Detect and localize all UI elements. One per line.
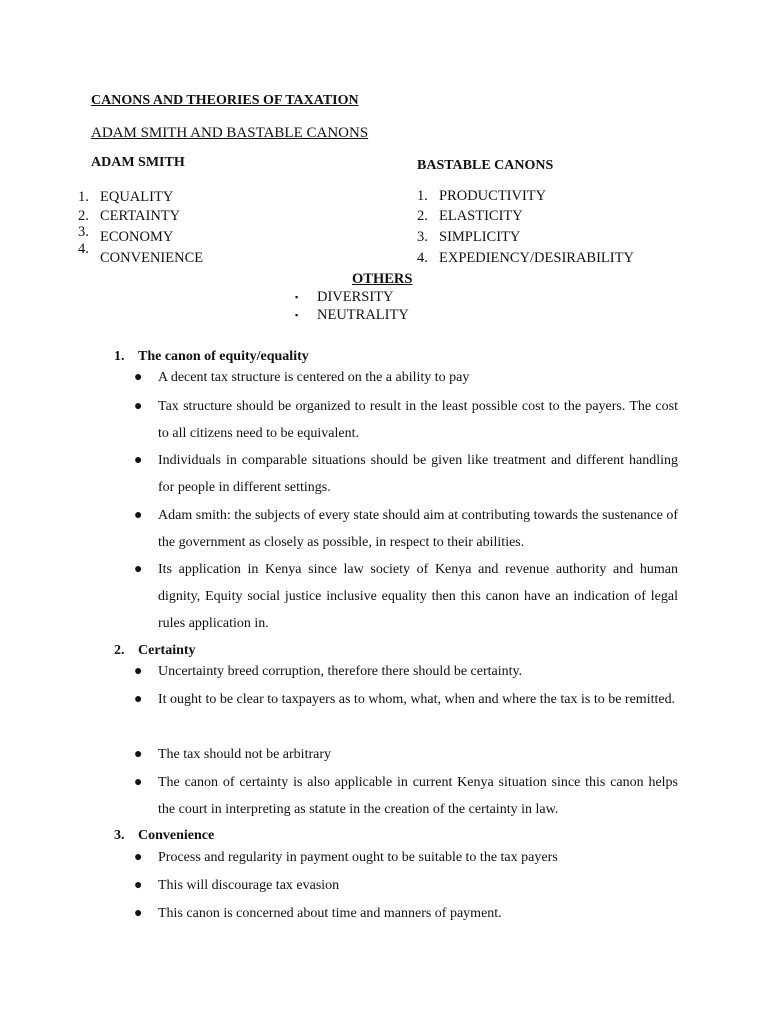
others-heading: OTHERS — [352, 271, 413, 287]
bullet-text: Individuals in comparable situations should be given like treatment and different handling for people in different settings. — [158, 453, 678, 495]
list-item-label: CONVENIENCE — [100, 250, 204, 266]
section-heading — [114, 643, 196, 659]
section-number: 2. — [114, 643, 125, 658]
list-item-label: SIMPLICITY — [439, 229, 521, 245]
bullet-icon: ● — [134, 878, 143, 893]
bullet-text: The tax should not be arbitrary — [158, 747, 332, 762]
list-number: 3. — [78, 224, 89, 240]
bullet-icon: ● — [134, 562, 143, 577]
list-item — [134, 686, 678, 713]
list-number: 1. — [417, 188, 428, 204]
bullet-icon: ● — [134, 370, 143, 385]
list-item — [134, 741, 678, 768]
bullet-icon: ● — [134, 508, 143, 523]
bullet-icon: ● — [134, 399, 143, 414]
list-item-label: EQUALITY — [100, 189, 174, 205]
others-item-label: DIVERSITY — [317, 289, 394, 305]
bastable-heading: BASTABLE CANONS — [417, 158, 554, 173]
adam-smith-heading: ADAM SMITH — [91, 155, 185, 170]
bullet-icon: ▪ — [295, 310, 299, 320]
list-item-label: PRODUCTIVITY — [439, 188, 547, 204]
bullet-text: A decent tax structure is centered on the a ability to pay — [158, 370, 470, 385]
list-item — [134, 844, 678, 871]
document-title: CANONS AND THEORIES OF TAXATION — [91, 93, 359, 108]
list-number: 2. — [417, 208, 428, 224]
bullet-icon: ● — [134, 747, 143, 762]
bullet-text: This will discourage tax evasion — [158, 878, 340, 893]
bullet-text: Tax structure should be organized to result in the least possible cost to the payers. The cost to all citizens need to be equivalent. — [158, 399, 678, 441]
section-title: Convenience — [138, 828, 215, 843]
list-number: 1. — [78, 189, 89, 205]
section-heading — [114, 828, 214, 844]
document-subtitle: ADAM SMITH AND BASTABLE CANONS — [91, 125, 369, 141]
section-title: Certainty — [138, 643, 196, 658]
list-item — [134, 872, 678, 899]
list-item — [134, 556, 678, 637]
bullet-text: Its application in Kenya since law society of Kenya and revenue authority and human dignity, Equity social justice inclusive equality then this canon have an indication of legal rules application in. — [158, 562, 678, 631]
list-number: 4. — [417, 250, 428, 266]
bullet-text: Process and regularity in payment ought to be suitable to the tax payers — [158, 850, 558, 865]
bullet-text: The canon of certainty is also applicable in current Kenya situation since this canon helps the court in interpreting as statute in the creation of the certainty in law. — [158, 775, 678, 817]
bullet-text: It ought to be clear to taxpayers as to whom, what, when and where the tax is to be remitted. — [158, 692, 676, 707]
list-item — [134, 658, 678, 685]
list-item-label: ECONOMY — [100, 229, 174, 245]
list-item — [134, 447, 678, 501]
section-number: 3. — [114, 828, 125, 843]
list-item-label: ELASTICITY — [439, 208, 523, 224]
bullet-text: This canon is concerned about time and manners of payment. — [158, 906, 502, 921]
bullet-icon: ● — [134, 664, 143, 679]
list-item-label: EXPEDIENCY/DESIRABILITY — [439, 250, 634, 266]
bullet-text: Uncertainty breed corruption, therefore there should be certainty. — [158, 664, 523, 679]
list-item-label: CERTAINTY — [100, 208, 181, 224]
list-item — [134, 502, 678, 556]
list-number: 3. — [417, 229, 428, 245]
list-item — [134, 900, 678, 927]
bullet-icon: ● — [134, 850, 143, 865]
bullet-icon: ● — [134, 453, 143, 468]
section-number: 1. — [114, 349, 125, 364]
list-item — [134, 769, 678, 823]
others-item-label: NEUTRALITY — [317, 307, 409, 323]
list-item — [134, 393, 678, 447]
bullet-text: Adam smith: the subjects of every state should aim at contributing towards the sustenance of the government as closely as possible, in respect to their abilities. — [158, 508, 678, 550]
bullet-icon: ● — [134, 775, 143, 790]
section-heading — [114, 349, 309, 365]
section-title: The canon of equity/equality — [138, 349, 309, 364]
bullet-icon: ● — [134, 906, 143, 921]
list-number: 4. — [78, 241, 89, 257]
list-item — [134, 364, 678, 391]
bullet-icon: ● — [134, 692, 143, 707]
list-number: 2. — [78, 208, 89, 224]
bullet-icon: ▪ — [295, 292, 299, 302]
